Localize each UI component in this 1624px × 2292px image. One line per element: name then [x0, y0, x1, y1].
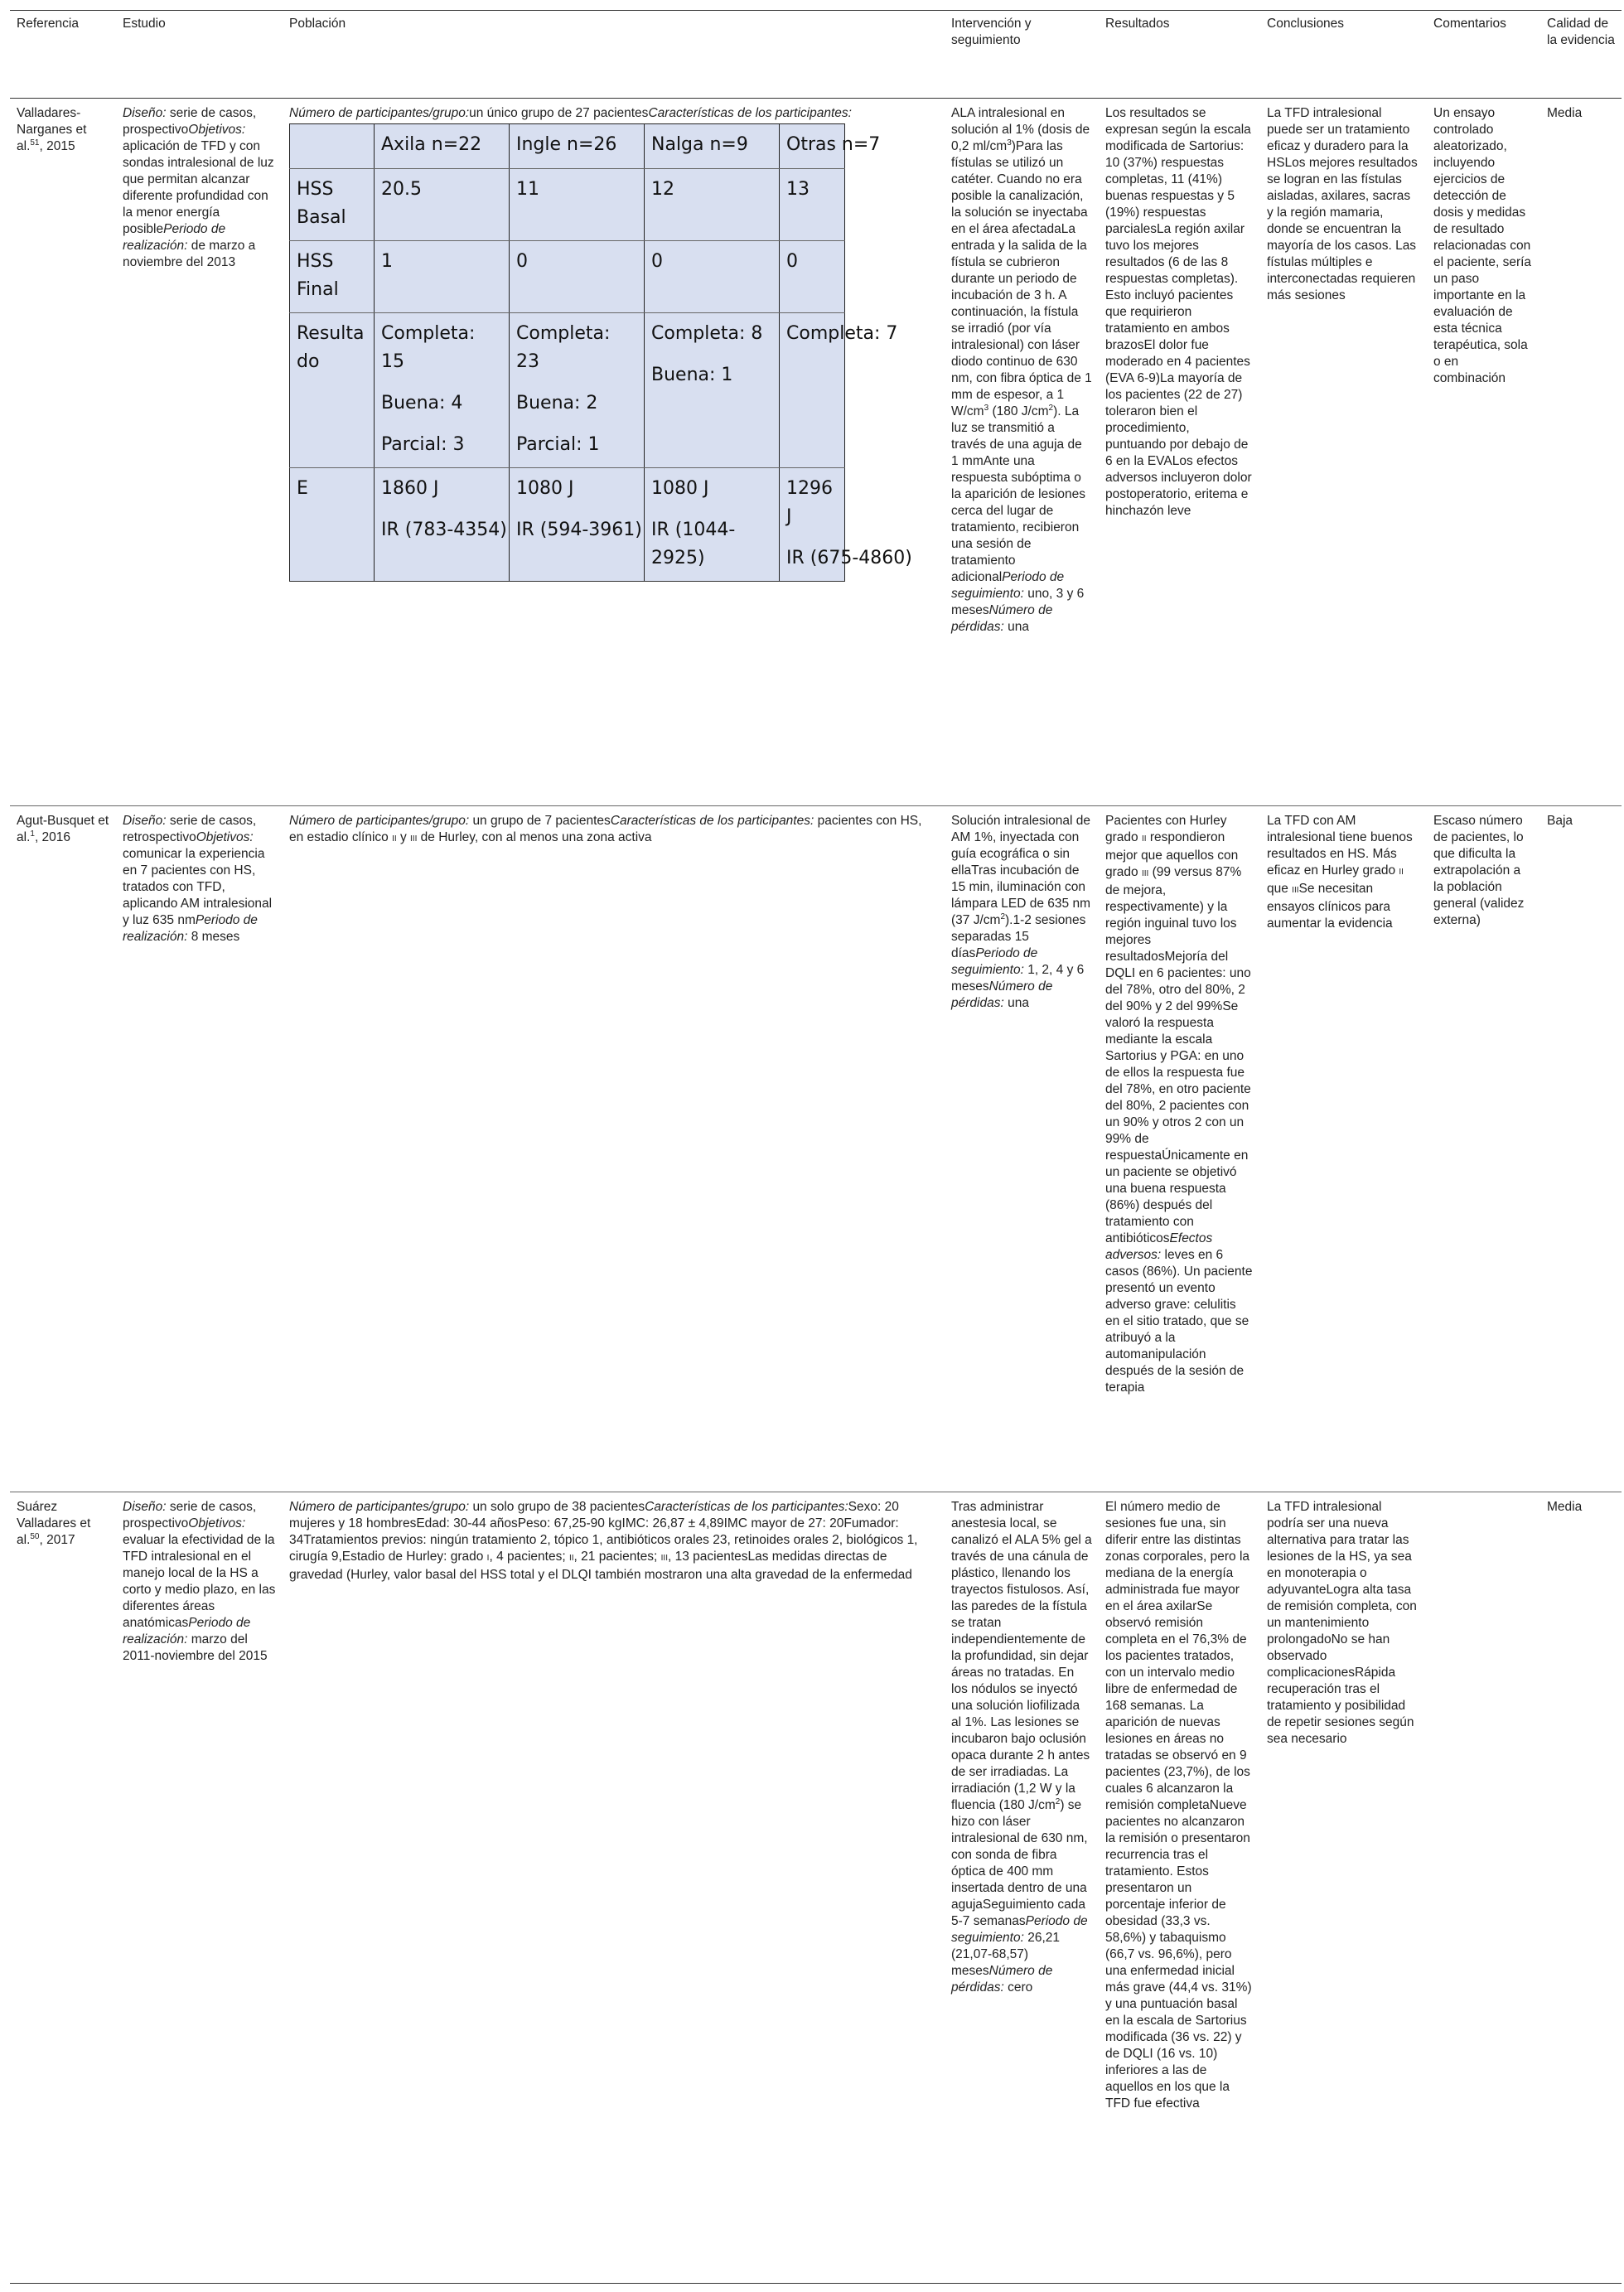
- inner-result-line: Buena: 4: [381, 393, 463, 413]
- label-objetivos: Objetivos:: [188, 1516, 246, 1530]
- label-num-participantes: Número de participantes/grupo:: [289, 106, 470, 120]
- label-perdidas: Número de pérdidas:: [951, 979, 1053, 1010]
- header-resultados: Resultados: [1099, 11, 1260, 99]
- header-comentarios: Comentarios: [1427, 11, 1540, 99]
- objetivos-text: comunicar la experiencia en 7 pacientes con HS, tratados con TFD, aplicando AM intralesional y luz 635 nm: [123, 847, 273, 927]
- int-text: ). La luz se transmitió a través de una aguja de 1 mmAnte una respuesta subóptima o la aparición de lesiones cerca del lugar de tratamiento, recibieron una sesión de tratamiento adicional: [951, 404, 1085, 584]
- label-perdidas: Número de pérdidas:: [951, 1964, 1053, 1995]
- inner-label-hss-final: HSS Final: [290, 241, 375, 313]
- cell-intervencion: [945, 99, 1099, 806]
- objetivos-text: aplicación de TFD y con sondas intralesional de luz que permitan alcanzar diferente profundidad con la menor energía posible: [123, 139, 274, 236]
- inner-header-corner: [290, 124, 375, 169]
- cell-comentarios: Escaso número de pacientes, lo que dificulta la extrapolación a la población general (validez externa): [1427, 806, 1540, 1492]
- cell-calidad: Media: [1540, 1492, 1622, 2284]
- periodo-text: de marzo a noviembre del 2013: [123, 239, 256, 269]
- inner-row-hss-basal: [290, 169, 845, 241]
- inner-result-line: Buena: 2: [516, 393, 598, 413]
- label-objetivos: Objetivos:: [196, 830, 254, 844]
- res-text: leves en 6 casos (86%). Un paciente presentó un evento adverso grave: celulitis en el sitio tratado, que se atribuyó a la automanipulación después de la sesión de terapia: [1105, 1248, 1253, 1395]
- perdidas-text: una: [1003, 996, 1029, 1010]
- inner-e-value: 1296 J: [786, 478, 833, 527]
- label-objetivos: Objetivos:: [188, 123, 246, 137]
- roman-numeral: II: [1399, 868, 1404, 877]
- inner-result-line: Buena: 1: [651, 365, 733, 385]
- cell-resultados: El número medio de sesiones fue una, sin diferir entre las distintas zonas corporales, pero la mediana de la energía administrada fue mayor en el área axilarSe observó remisión completa en el 76,3% de los pacientes tratados, con un intervalo medio libre de enfermedad de 168 semanas. La aparición de nuevas lesiones en áreas no tratadas se observó en 9 pacientes (23,7%), de los cuales 6 alcanzaron la remisión completaNueve pacientes no alcanzaron la remisión o presentaron recurrencia tras el tratamiento. Estos presentaron un porcentaje inferior de obesidad (33,3 vs. 58,6%) y tabaquismo (66,7 vs. 96,6%), pero una enfermedad inicial más grave (44,4 vs. 31%) y una puntuación basal en la escala de Sartorius modificada (36 vs. 22) y de DQLI (16 vs. 10) inferiores a las de aquellos en los que la TFD fue efectiva: [1099, 1492, 1260, 2284]
- label-seguimiento: Periodo de seguimiento:: [951, 570, 1065, 601]
- objetivos-text: evaluar la efectividad de la TFD intralesional en el manejo local de la HS a corto y medio plazo, en las diferentes áreas anatómicas: [123, 1533, 276, 1630]
- ref-year: , 2015: [39, 139, 75, 153]
- int-sup: 3: [984, 403, 989, 413]
- cell-conclusiones: [1260, 806, 1427, 1492]
- roman-numeral: II: [1141, 834, 1147, 844]
- header-row: [10, 11, 1622, 99]
- cell-comentarios: [1427, 1492, 1540, 2284]
- inner-cell: 13: [780, 169, 845, 241]
- label-efectos: Efectos adversos:: [1105, 1231, 1213, 1262]
- diseno-text: serie de casos, retrospectivo: [123, 814, 257, 844]
- int-text: )Para las fístulas se utilizó un catéter. Cuando no era posible la canalización, la solución se inyectaba en el área afectadaLa entrada y la salida de la fístula se cubrieron durante un periodo de incubación de 3 h. A continuación, la fístula se irradió (por vía intralesional) con láser diodo continuo de 630 nm, con fibra óptica de 1 mm de espesor, a 1 W/cm: [951, 139, 1092, 418]
- cell-poblacion: [283, 1492, 945, 2284]
- inner-result-line: Completa: 7: [786, 323, 898, 344]
- roman-numeral: III: [660, 1554, 668, 1563]
- inner-cell: 12: [645, 169, 780, 241]
- ref-year: , 2017: [39, 1533, 75, 1547]
- seguimiento-text: uno, 3 y 6 meses: [951, 587, 1085, 617]
- label-num-participantes: Número de participantes/grupo:: [289, 1500, 470, 1514]
- inner-row-e: [290, 468, 845, 582]
- label-periodo: Periodo de realización:: [123, 222, 226, 253]
- cell-estudio: [116, 99, 283, 806]
- table-row: [10, 99, 1622, 806]
- int-text: (180 J/cm: [988, 404, 1049, 418]
- pob-car-text: , 4 pacientes;: [489, 1550, 569, 1564]
- header-poblacion: Población: [283, 11, 945, 99]
- pob-car-text: y: [396, 830, 411, 844]
- inner-cell: [645, 468, 780, 582]
- inner-e-value: 1860 J: [381, 478, 439, 499]
- inner-cell: [510, 313, 645, 468]
- header-calidad: Calidad de la evidencia: [1540, 11, 1622, 99]
- inner-label-resultado: Resultado: [290, 313, 375, 468]
- roman-numeral: II: [568, 1554, 574, 1563]
- res-text: Pacientes con Hurley grado: [1105, 814, 1227, 844]
- ref-name: Agut-Busquet et al.: [17, 814, 109, 844]
- inner-cell: [375, 313, 510, 468]
- table-row: [10, 806, 1622, 1492]
- periodo-text: 8 meses: [191, 930, 240, 944]
- cell-calidad: Media: [1540, 99, 1622, 806]
- con-text: que: [1267, 882, 1293, 896]
- pob-car-text: de Hurley, con al menos una zona activa: [417, 830, 652, 844]
- pob-num-text: un único grupo de 27 pacientes: [469, 106, 649, 120]
- cell-poblacion: [283, 99, 945, 806]
- periodo-text: marzo del 2011-noviembre del 2015: [123, 1632, 268, 1663]
- roman-numeral: I: [486, 1554, 490, 1563]
- diseno-text: serie de casos, prospectivo: [123, 106, 257, 137]
- inner-header-otras: Otras n=7: [780, 124, 845, 169]
- cell-intervencion: [945, 806, 1099, 1492]
- int-text: ) se hizo con láser intralesional de 630 nm, con sonda de fibra óptica de 400 mm insertada dentro de una agujaSeguimiento cada 5-7 semanas: [951, 1798, 1088, 1928]
- inner-header-ingle: Ingle n=26: [510, 124, 645, 169]
- inner-cell: [780, 313, 898, 468]
- seguimiento-text: 26,21 (21,07-68,57) meses: [951, 1931, 1060, 1978]
- inner-header-row: [290, 124, 845, 169]
- cell-poblacion: [283, 806, 945, 1492]
- res-text: (99 versus 87% de mejora, respectivamente) y la región inguinal tuvo los mejores resultadosMejoría del DQLI en 6 pacientes: uno del 78%, otro del 80%, 2 del 90% y 2 del 99%Se valoró la respuesta mediante la escala Sartorius y PGA: en uno de ellos la respuesta fue del 78%, en otro paciente del 80%, 2 pacientes con un 90% y otros 2 con un 99% de respuestaÚnicamente en un paciente se objetivó una buena respuesta (86%) después del tratamiento con antibióticos: [1105, 865, 1251, 1245]
- ref-year: , 2016: [34, 830, 71, 844]
- con-text: Se necesitan ensayos clínicos para aumentar la evidencia: [1267, 882, 1393, 931]
- label-diseno: Diseño:: [123, 106, 167, 120]
- int-text: Solución intralesional de AM 1%, inyectada con guía ecográfica o sin ellaTras incubación de 15 min, iluminación con lámpara LED de 635 nm (37 J/cm: [951, 814, 1091, 927]
- inner-cell: [375, 468, 510, 582]
- inner-e-value: 1080 J: [516, 478, 574, 499]
- int-text: ALA intralesional en solución al 1% (dosis de 0,2 ml/cm: [951, 106, 1090, 153]
- roman-numeral: III: [1292, 886, 1299, 895]
- inner-cell: [780, 468, 912, 582]
- ref-superscript: 1: [30, 829, 35, 839]
- seguimiento-text: 1, 2, 4 y 6 meses: [951, 963, 1085, 994]
- label-perdidas: Número de pérdidas:: [951, 603, 1053, 634]
- pob-car-text: , 13 pacientesLas medidas directas de gravedad (Hurley, valor basal del HSS total y el DLQI también mostraron una alta gravedad de la enfermedad: [289, 1550, 912, 1582]
- inner-label-e: E: [290, 468, 375, 582]
- label-seguimiento: Periodo de seguimiento:: [951, 946, 1038, 977]
- inner-row-hss-final: [290, 241, 845, 313]
- inner-result-line: Parcial: 3: [381, 434, 465, 455]
- cell-intervencion: [945, 1492, 1099, 2284]
- inner-row-resultado: [290, 313, 845, 468]
- inner-result-line: Completa: 15: [381, 323, 476, 372]
- cell-resultados: [1099, 806, 1260, 1492]
- cell-calidad: Baja: [1540, 806, 1622, 1492]
- ref-name: Valladares-Narganes et al.: [17, 106, 87, 153]
- inner-ir-value: IR (594-3961): [516, 520, 642, 540]
- header-intervencion: Intervención y seguimiento: [945, 11, 1099, 99]
- inner-cell: 0: [645, 241, 780, 313]
- pob-num-text: un solo grupo de 38 pacientes: [472, 1500, 645, 1514]
- inner-e-value: 1080 J: [651, 478, 709, 499]
- label-caracteristicas: Características de los participantes:: [645, 1500, 848, 1514]
- ref-superscript: 51: [30, 138, 40, 147]
- inner-cell: 0: [780, 241, 845, 313]
- table-row: [10, 1492, 1622, 2284]
- roman-numeral: III: [410, 834, 418, 844]
- ref-superscript: 50: [30, 1531, 40, 1541]
- pob-car-text: , 21 pacientes;: [573, 1550, 661, 1564]
- cell-referencia: [10, 1492, 116, 2284]
- cell-referencia: [10, 99, 116, 806]
- label-diseno: Diseño:: [123, 814, 167, 828]
- int-sup: 2: [1048, 403, 1054, 413]
- inner-cell: 11: [510, 169, 645, 241]
- header-estudio: Estudio: [116, 11, 283, 99]
- roman-numeral: III: [1141, 869, 1149, 878]
- cell-resultados: Los resultados se expresan según la escala modificada de Sartorius: 10 (37%) respuestas completas, 11 (41%) buenas respuestas y 5 (19%) respuestas parcialesLa región axilar tuvo los mejores resultados (6 de las 8 respuestas completas). Esto incluyó pacientes que requirieron tratamiento en ambos brazosEl dolor fue moderado en 4 pacientes (EVA 6-9)La mayoría de los pacientes (22 de 27) toleraron bien el procedimiento, puntuando por debajo de 6 en la EVALos efectos adversos incluyeron dolor postoperatorio, eritema e hinchazón leve: [1099, 99, 1260, 806]
- inner-result-line: Completa: 23: [516, 323, 611, 372]
- inner-cell: 0: [510, 241, 645, 313]
- inner-cell: [510, 468, 645, 582]
- inner-cell: [645, 313, 780, 468]
- inner-cell: 1: [375, 241, 510, 313]
- ref-name: Suárez Valladares et al.: [17, 1500, 91, 1547]
- cell-estudio: [116, 1492, 283, 2284]
- diseno-text: serie de casos, prospectivo: [123, 1500, 257, 1530]
- perdidas-text: cero: [1003, 1980, 1033, 1995]
- cell-referencia: [10, 806, 116, 1492]
- cell-estudio: [116, 806, 283, 1492]
- label-periodo: Periodo de realización:: [123, 913, 258, 944]
- cell-conclusiones: La TFD intralesional puede ser un tratamiento eficaz y duradero para la HSLos mejores resultados se logran en las fístulas aisladas, axilares, sacras y la región mamaria, donde se encuentran la mayoría de los casos. Las fístulas múltiples e interconectadas requieren más sesiones: [1260, 99, 1427, 806]
- evidence-table: [10, 10, 1622, 2284]
- label-caracteristicas: Características de los participantes:: [648, 106, 852, 120]
- label-seguimiento: Periodo de seguimiento:: [951, 1914, 1088, 1945]
- int-text: Tras administrar anestesia local, se canalizó el ALA 5% gel a través de una cánula de plástico, llenando los trayectos fistulosos. Así, las paredes de la fístula se tratan independientemente de la profundidad, sin dejar áreas no tratadas. En los nódulos se inyectó una solución liofilizada al 1%. Las lesiones se incubaron bajo oclusión opaca durante 2 h antes de ser irradiadas. La irradiación (1,2 W y la fluencia (180 J/cm: [951, 1500, 1092, 1812]
- header-referencia: Referencia: [10, 11, 116, 99]
- inner-ir-value: IR (1044-2925): [651, 520, 736, 568]
- pob-num-text: un grupo de 7 pacientes: [472, 814, 611, 828]
- inner-cell: 20.5: [375, 169, 510, 241]
- cell-conclusiones: La TFD intralesional podría ser una nueva alternativa para tratar las lesiones de la HS, ya sea en monoterapia o adyuvanteLogra alta tasa de remisión completa, con un mantenimiento prolongadoNo se han observado complicacionesRápida recuperación tras el tratamiento y posibilidad de repetir sesiones según sea necesario: [1260, 1492, 1427, 2284]
- inner-result-line: Completa: 8: [651, 323, 763, 344]
- header-conclusiones: Conclusiones: [1260, 11, 1427, 99]
- int-sup: 3: [1007, 138, 1012, 147]
- inner-ir-value: IR (675-4860): [786, 548, 912, 568]
- con-text: La TFD con AM intralesional tiene buenos resultados en HS. Más eficaz en Hurley grado: [1267, 814, 1413, 878]
- inner-label-hss-basal: HSS Basal: [290, 169, 375, 241]
- cell-comentarios: Un ensayo controlado aleatorizado, incluyendo ejercicios de detección de dosis y medidas de resultado relacionadas con el paciente, sería un paso importante en la evaluación de esta técnica terapéutica, sola o en combinación: [1427, 99, 1540, 806]
- int-sup: 2: [1000, 911, 1005, 921]
- inner-header-axila: Axila n=22: [375, 124, 510, 169]
- inner-ir-value: IR (783-4354): [381, 520, 507, 540]
- pob-car-text: pacientes con HS, en estadio clínico: [289, 814, 922, 844]
- inner-results-table: [289, 123, 912, 582]
- label-diseno: Diseño:: [123, 1500, 167, 1514]
- label-caracteristicas: Características de los participantes:: [610, 814, 814, 828]
- int-sup: 2: [1055, 1796, 1061, 1806]
- perdidas-text: una: [1003, 620, 1029, 634]
- inner-header-nalga: Nalga n=9: [645, 124, 780, 169]
- inner-result-line: Parcial: 1: [516, 434, 600, 455]
- label-periodo: Periodo de realización:: [123, 1616, 251, 1646]
- roman-numeral: II: [392, 834, 397, 844]
- int-text: ).1-2 sesiones separadas 15 días: [951, 913, 1086, 960]
- label-num-participantes: Número de participantes/grupo:: [289, 814, 470, 828]
- pob-car-text: Sexo: 20 mujeres y 18 hombresEdad: 30-44 añosPeso: 67,25-90 kgIMC: 26,87 ± 4,89IMC mayor de 27: 20Fumador: 34Tratamientos previos: ningún tratamiento 2, tópico 1, antibióticos orales 23, retinoides orales 2, biológicos 1, cirugía 9,Estadio de Hurley: grado: [289, 1500, 918, 1564]
- res-text: respondieron mejor que aquellos con grado: [1105, 830, 1239, 879]
